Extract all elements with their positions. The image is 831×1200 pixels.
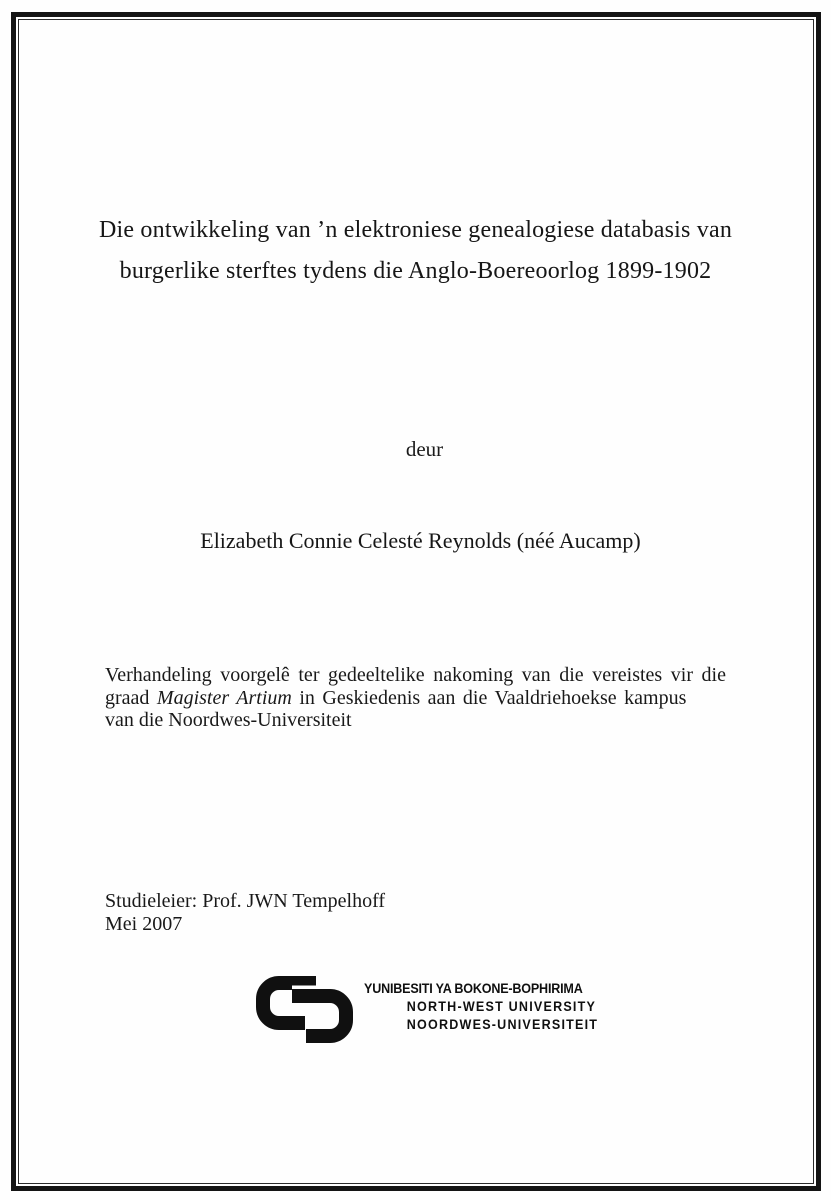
page-title [60,210,771,292]
date-line: Mei 2007 [105,913,183,936]
supervisor-line: Studieleier: Prof. JWN Tempelhoff [105,890,386,912]
title-line-2: burgerlike sterftes tydens die Anglo-Boereoorlog 1899-1902 [119,258,712,284]
degree-name-italic: Magister Artium [156,686,292,709]
submission-line-1: Verhandeling voorgelê ter gedeeltelike nakoming van die vereistes vir die [105,664,726,686]
university-logo [252,973,616,1051]
submission-line-2-prefix: graad [105,686,157,709]
title-line-1: Die ontwikkeling van ’n elektroniese genealogiese databasis van [98,217,733,243]
logo-line-afrikaans: NOORDWES-UNIVERSITEIT [406,1017,599,1032]
university-logo-text [364,973,598,1034]
logo-line-english: NORTH-WEST UNIVERSITY [406,999,597,1014]
byline-label: deur [405,437,444,461]
submission-line-3: van die Noordwes-Universiteit [105,709,352,732]
submission-line-2-suffix: in Geskiedenis aan die Vaaldriehoekse kampus [291,686,687,709]
nwu-chain-logo-icon [252,973,358,1051]
supervisor-block [105,890,385,937]
submission-line-2 [105,687,726,710]
submission-statement [105,664,726,732]
logo-line-setswana: YUNIBESITI YA BOKONE-BOPHIRIMA [364,981,583,996]
author-name: Elizabeth Connie Celesté Reynolds (néé Aucamp) [200,528,641,553]
